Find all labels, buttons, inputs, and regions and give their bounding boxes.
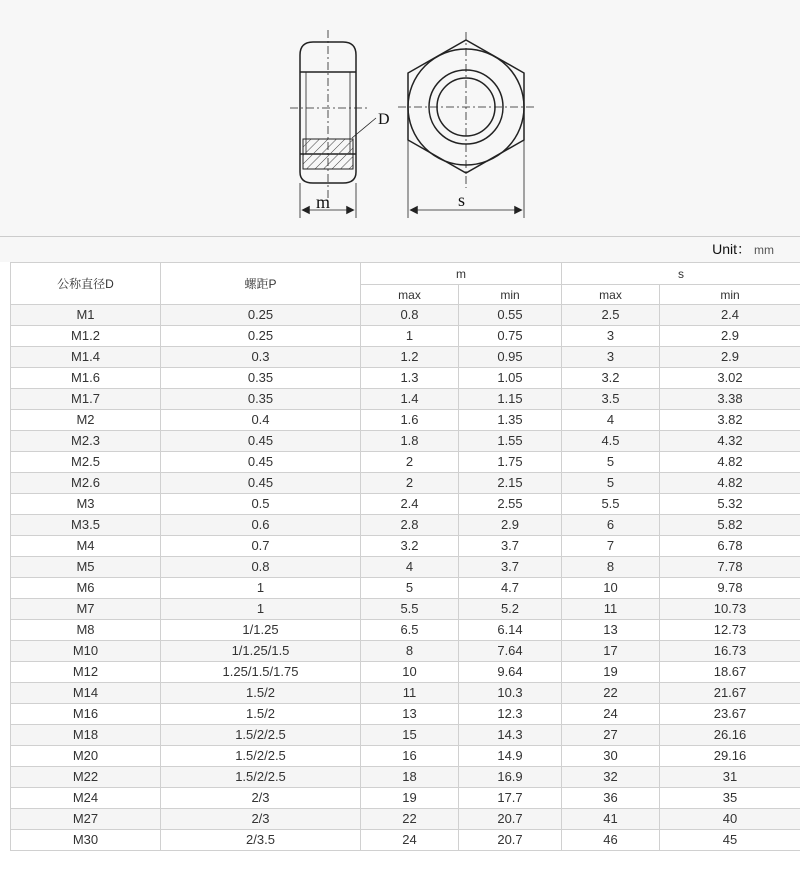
table-row xyxy=(11,389,800,410)
cell-s-min: 4.82 xyxy=(660,452,800,473)
table-row xyxy=(11,326,800,347)
cell-nominal-diameter: M2 xyxy=(11,410,161,431)
cell-nominal-diameter: M2.3 xyxy=(11,431,161,452)
cell-nominal-diameter: M3 xyxy=(11,494,161,515)
cell-s-min: 7.78 xyxy=(660,557,800,578)
cell-s-max: 3.5 xyxy=(562,389,660,410)
unit-indicator xyxy=(712,239,774,259)
table-row xyxy=(11,809,800,830)
header-m: m xyxy=(361,263,562,285)
cell-s-max: 22 xyxy=(562,683,660,704)
cell-nominal-diameter: M2.5 xyxy=(11,452,161,473)
cell-nominal-diameter: M22 xyxy=(11,767,161,788)
cell-pitch: 1.5/2 xyxy=(161,683,361,704)
cell-m-max: 5.5 xyxy=(361,599,459,620)
cell-s-min: 3.38 xyxy=(660,389,800,410)
cell-s-min: 16.73 xyxy=(660,641,800,662)
cell-s-max: 8 xyxy=(562,557,660,578)
cell-nominal-diameter: M1.2 xyxy=(11,326,161,347)
cell-s-min: 45 xyxy=(660,830,800,851)
cell-nominal-diameter: M2.6 xyxy=(11,473,161,494)
cell-nominal-diameter: M18 xyxy=(11,725,161,746)
cell-pitch: 2/3 xyxy=(161,788,361,809)
cell-pitch: 1.5/2/2.5 xyxy=(161,767,361,788)
table-row xyxy=(11,704,800,725)
table-row xyxy=(11,557,800,578)
header-s: s xyxy=(562,263,800,285)
table-row xyxy=(11,431,800,452)
table-row xyxy=(11,494,800,515)
cell-s-min: 31 xyxy=(660,767,800,788)
table-row xyxy=(11,515,800,536)
cell-m-min: 20.7 xyxy=(459,830,562,851)
cell-pitch: 0.7 xyxy=(161,536,361,557)
cell-pitch: 1.5/2 xyxy=(161,704,361,725)
header-m-min: min xyxy=(459,285,562,305)
cell-nominal-diameter: M14 xyxy=(11,683,161,704)
technical-drawing xyxy=(0,0,800,236)
cell-m-max: 1 xyxy=(361,326,459,347)
cell-pitch: 0.5 xyxy=(161,494,361,515)
cell-m-max: 2 xyxy=(361,473,459,494)
table-row xyxy=(11,767,800,788)
cell-m-max: 11 xyxy=(361,683,459,704)
cell-s-min: 5.32 xyxy=(660,494,800,515)
cell-m-max: 18 xyxy=(361,767,459,788)
cell-s-min: 9.78 xyxy=(660,578,800,599)
cell-m-max: 10 xyxy=(361,662,459,683)
cell-s-max: 32 xyxy=(562,767,660,788)
cell-pitch: 1/1.25 xyxy=(161,620,361,641)
cell-s-min: 6.78 xyxy=(660,536,800,557)
cell-m-max: 13 xyxy=(361,704,459,725)
cell-s-min: 18.67 xyxy=(660,662,800,683)
cell-s-max: 17 xyxy=(562,641,660,662)
cell-m-min: 1.75 xyxy=(459,452,562,473)
cell-s-min: 23.67 xyxy=(660,704,800,725)
cell-s-max: 5 xyxy=(562,473,660,494)
table-row xyxy=(11,452,800,473)
cell-s-max: 19 xyxy=(562,662,660,683)
table-row xyxy=(11,620,800,641)
cell-pitch: 0.6 xyxy=(161,515,361,536)
cell-m-max: 1.2 xyxy=(361,347,459,368)
cell-nominal-diameter: M7 xyxy=(11,599,161,620)
cell-s-min: 4.82 xyxy=(660,473,800,494)
cell-nominal-diameter: M8 xyxy=(11,620,161,641)
cell-m-max: 15 xyxy=(361,725,459,746)
cell-s-max: 24 xyxy=(562,704,660,725)
table-row xyxy=(11,368,800,389)
front-view xyxy=(398,32,534,218)
cell-m-min: 0.95 xyxy=(459,347,562,368)
cell-nominal-diameter: M1 xyxy=(11,305,161,326)
cell-pitch: 2/3 xyxy=(161,809,361,830)
cell-pitch: 0.45 xyxy=(161,452,361,473)
cell-m-min: 0.75 xyxy=(459,326,562,347)
cell-s-max: 5.5 xyxy=(562,494,660,515)
cell-pitch: 0.25 xyxy=(161,305,361,326)
cell-m-max: 1.4 xyxy=(361,389,459,410)
cell-m-min: 14.3 xyxy=(459,725,562,746)
table-row xyxy=(11,599,800,620)
cell-pitch: 0.25 xyxy=(161,326,361,347)
cell-m-max: 16 xyxy=(361,746,459,767)
cell-nominal-diameter: M27 xyxy=(11,809,161,830)
spec-table xyxy=(10,262,800,851)
cell-nominal-diameter: M16 xyxy=(11,704,161,725)
cell-s-max: 46 xyxy=(562,830,660,851)
cell-s-max: 5 xyxy=(562,452,660,473)
cell-pitch: 0.45 xyxy=(161,473,361,494)
cell-s-min: 4.32 xyxy=(660,431,800,452)
table-row xyxy=(11,305,800,326)
cell-m-min: 1.05 xyxy=(459,368,562,389)
cell-m-max: 1.3 xyxy=(361,368,459,389)
table-row xyxy=(11,578,800,599)
label-s: s xyxy=(458,190,466,210)
side-view xyxy=(290,30,376,218)
cell-s-max: 27 xyxy=(562,725,660,746)
cell-s-min: 35 xyxy=(660,788,800,809)
table-row xyxy=(11,410,800,431)
cell-nominal-diameter: M4 xyxy=(11,536,161,557)
cell-nominal-diameter: M20 xyxy=(11,746,161,767)
table-row xyxy=(11,725,800,746)
cell-m-max: 4 xyxy=(361,557,459,578)
cell-m-min: 20.7 xyxy=(459,809,562,830)
cell-s-min: 26.16 xyxy=(660,725,800,746)
cell-s-max: 30 xyxy=(562,746,660,767)
cell-pitch: 2/3.5 xyxy=(161,830,361,851)
table-row xyxy=(11,788,800,809)
cell-m-min: 6.14 xyxy=(459,620,562,641)
cell-m-min: 17.7 xyxy=(459,788,562,809)
cell-m-min: 7.64 xyxy=(459,641,562,662)
cell-s-max: 2.5 xyxy=(562,305,660,326)
cell-pitch: 1.25/1.5/1.75 xyxy=(161,662,361,683)
cell-s-max: 4 xyxy=(562,410,660,431)
cell-m-min: 4.7 xyxy=(459,578,562,599)
cell-s-max: 7 xyxy=(562,536,660,557)
cell-s-max: 36 xyxy=(562,788,660,809)
cell-s-max: 4.5 xyxy=(562,431,660,452)
cell-m-min: 3.7 xyxy=(459,536,562,557)
cell-m-min: 0.55 xyxy=(459,305,562,326)
cell-m-max: 19 xyxy=(361,788,459,809)
cell-m-min: 3.7 xyxy=(459,557,562,578)
cell-m-max: 6.5 xyxy=(361,620,459,641)
cell-s-max: 6 xyxy=(562,515,660,536)
cell-nominal-diameter: M5 xyxy=(11,557,161,578)
table-row xyxy=(11,830,800,851)
cell-nominal-diameter: M24 xyxy=(11,788,161,809)
cell-m-max: 0.8 xyxy=(361,305,459,326)
cell-m-min: 5.2 xyxy=(459,599,562,620)
cell-s-min: 5.82 xyxy=(660,515,800,536)
cell-s-max: 13 xyxy=(562,620,660,641)
cell-pitch: 0.8 xyxy=(161,557,361,578)
cell-m-min: 1.15 xyxy=(459,389,562,410)
cell-m-min: 2.55 xyxy=(459,494,562,515)
header-m-max: max xyxy=(361,285,459,305)
cell-s-max: 11 xyxy=(562,599,660,620)
table-row xyxy=(11,347,800,368)
cell-nominal-diameter: M6 xyxy=(11,578,161,599)
cell-pitch: 0.35 xyxy=(161,389,361,410)
cell-pitch: 1.5/2/2.5 xyxy=(161,725,361,746)
cell-m-max: 2.8 xyxy=(361,515,459,536)
table-row xyxy=(11,746,800,767)
cell-m-max: 5 xyxy=(361,578,459,599)
cell-s-min: 40 xyxy=(660,809,800,830)
cell-pitch: 1 xyxy=(161,599,361,620)
cell-m-max: 2 xyxy=(361,452,459,473)
cell-m-min: 10.3 xyxy=(459,683,562,704)
cell-s-max: 3 xyxy=(562,326,660,347)
label-d: D xyxy=(378,111,390,128)
cell-m-max: 1.8 xyxy=(361,431,459,452)
cell-m-min: 14.9 xyxy=(459,746,562,767)
cell-s-max: 10 xyxy=(562,578,660,599)
cell-s-min: 3.82 xyxy=(660,410,800,431)
cell-pitch: 1 xyxy=(161,578,361,599)
cell-pitch: 1/1.25/1.5 xyxy=(161,641,361,662)
cell-s-max: 41 xyxy=(562,809,660,830)
cell-m-min: 2.9 xyxy=(459,515,562,536)
cell-m-min: 1.55 xyxy=(459,431,562,452)
header-s-max: max xyxy=(562,285,660,305)
cell-m-max: 22 xyxy=(361,809,459,830)
unit-value: mm xyxy=(754,243,774,257)
cell-nominal-diameter: M12 xyxy=(11,662,161,683)
cell-pitch: 1.5/2/2.5 xyxy=(161,746,361,767)
unit-row xyxy=(0,237,800,262)
cell-m-max: 3.2 xyxy=(361,536,459,557)
cell-s-max: 3.2 xyxy=(562,368,660,389)
cell-nominal-diameter: M30 xyxy=(11,830,161,851)
cell-m-min: 1.35 xyxy=(459,410,562,431)
hex-nut-drawing xyxy=(0,0,800,236)
cell-m-min: 2.15 xyxy=(459,473,562,494)
header-pitch: 螺距P xyxy=(161,263,361,305)
table-row xyxy=(11,662,800,683)
unit-label: Unit： xyxy=(712,241,751,257)
cell-nominal-diameter: M3.5 xyxy=(11,515,161,536)
spec-table-body xyxy=(11,305,800,851)
table-row xyxy=(11,683,800,704)
cell-s-min: 3.02 xyxy=(660,368,800,389)
cell-nominal-diameter: M10 xyxy=(11,641,161,662)
cell-s-min: 12.73 xyxy=(660,620,800,641)
cell-nominal-diameter: M1.6 xyxy=(11,368,161,389)
cell-m-max: 2.4 xyxy=(361,494,459,515)
cell-m-min: 12.3 xyxy=(459,704,562,725)
cell-m-min: 9.64 xyxy=(459,662,562,683)
cell-m-max: 24 xyxy=(361,830,459,851)
label-m: m xyxy=(316,192,331,212)
cell-m-min: 16.9 xyxy=(459,767,562,788)
header-s-min: min xyxy=(660,285,800,305)
header-nominal-diameter: 公称直径D xyxy=(11,263,161,305)
table-row xyxy=(11,473,800,494)
cell-s-min: 2.4 xyxy=(660,305,800,326)
cell-pitch: 0.3 xyxy=(161,347,361,368)
cell-nominal-diameter: M1.4 xyxy=(11,347,161,368)
cell-nominal-diameter: M1.7 xyxy=(11,389,161,410)
cell-pitch: 0.45 xyxy=(161,431,361,452)
table-row xyxy=(11,641,800,662)
cell-m-max: 1.6 xyxy=(361,410,459,431)
table-row xyxy=(11,536,800,557)
cell-s-min: 2.9 xyxy=(660,347,800,368)
cell-s-min: 29.16 xyxy=(660,746,800,767)
cell-s-min: 2.9 xyxy=(660,326,800,347)
cell-m-max: 8 xyxy=(361,641,459,662)
cell-pitch: 0.35 xyxy=(161,368,361,389)
cell-s-max: 3 xyxy=(562,347,660,368)
cell-pitch: 0.4 xyxy=(161,410,361,431)
cell-s-min: 10.73 xyxy=(660,599,800,620)
cell-s-min: 21.67 xyxy=(660,683,800,704)
